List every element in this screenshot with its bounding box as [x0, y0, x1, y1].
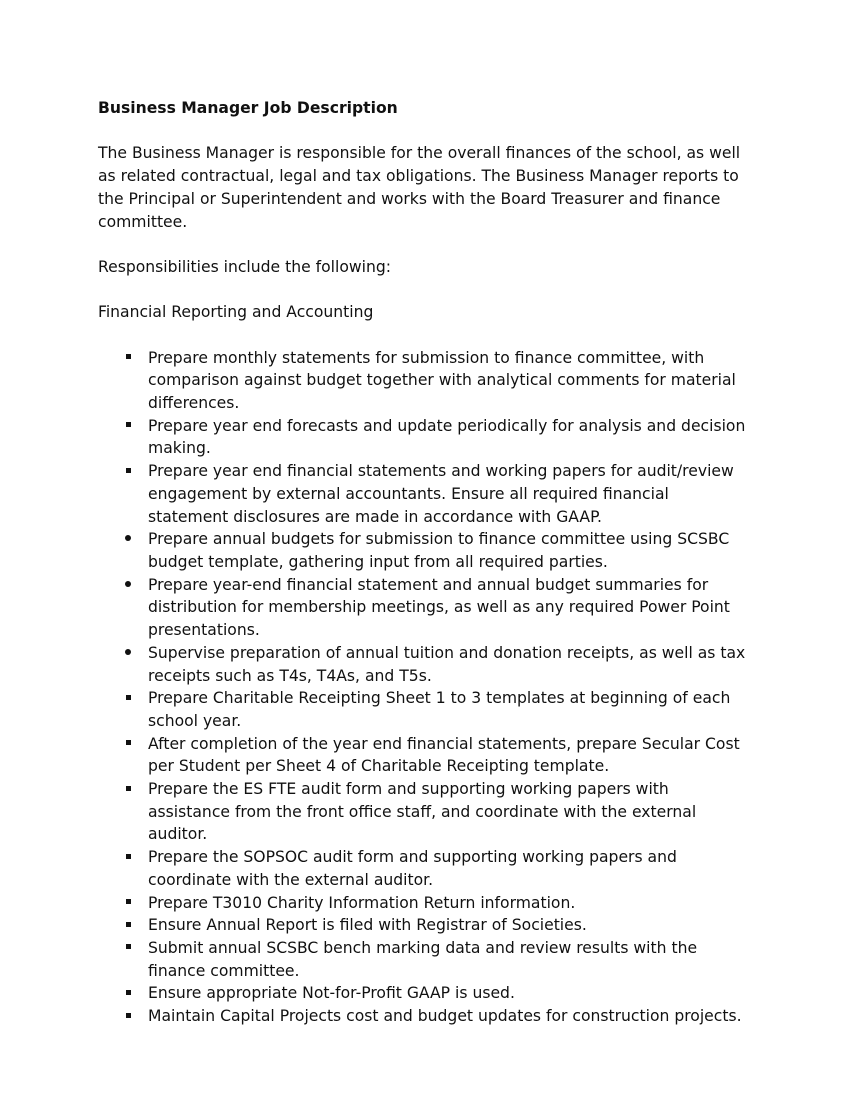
list-item	[98, 1005, 748, 1028]
bullet-icon	[123, 528, 133, 551]
bullet-icon	[123, 937, 133, 960]
bullet-icon	[123, 982, 133, 1005]
section-heading: Financial Reporting and Accounting	[98, 303, 374, 322]
bullet-icon	[123, 687, 133, 710]
list-item	[98, 778, 748, 846]
bullet-icon	[123, 574, 133, 597]
list-item	[98, 914, 748, 937]
list-item-text: Submit annual SCSBC bench marking data and review results with the finance committee.	[148, 938, 698, 980]
bullet-icon	[123, 1005, 133, 1028]
list-item	[98, 528, 748, 573]
document-page	[98, 97, 748, 1028]
list-item-text: Prepare the SOPSOC audit form and supporting working papers and coordinate with the external auditor.	[148, 848, 677, 889]
list-item	[98, 642, 748, 687]
bullet-icon	[123, 642, 133, 665]
list-item-text: Prepare annual budgets for submission to finance committee using SCSBC budget template, gathering input from all required parties.	[148, 530, 730, 571]
list-item-text: Prepare year-end financial statement and annual budget summaries for distribution for membership meetings, as well as any required Power Point presentations.	[148, 575, 730, 640]
list-item	[98, 460, 748, 528]
list-item-text: Ensure Annual Report is filed with Registrar of Societies.	[148, 916, 587, 935]
list-item-text: Prepare monthly statements for submission to finance committee, with comparison against budget together with analytical comments for material differences.	[148, 348, 736, 413]
bullet-icon	[123, 846, 133, 869]
list-item-text: Prepare year end forecasts and update periodically for analysis and decision making.	[148, 416, 746, 458]
list-item-text: Maintain Capital Projects cost and budget updates for construction projects.	[148, 1007, 742, 1026]
list-item-text: Prepare T3010 Charity Information Return information.	[148, 893, 576, 912]
list-item	[98, 574, 748, 642]
list-item-text: Prepare year end financial statements and working papers for audit/review engagement by external accountants. Ensure all required financial statement disclosures are made in accordance with GAAP.	[148, 462, 734, 526]
bullet-icon	[123, 914, 133, 937]
bullet-icon	[123, 460, 133, 483]
bullet-icon	[123, 892, 133, 915]
bullet-icon	[123, 733, 133, 756]
list-item	[98, 347, 748, 415]
list-item-text: After completion of the year end financial statements, prepare Secular Cost per Student per Sheet 4 of Charitable Receipting template.	[148, 734, 740, 776]
bullet-icon	[123, 778, 133, 801]
list-item	[98, 846, 748, 891]
list-item	[98, 892, 748, 915]
list-item-text: Prepare the ES FTE audit form and supporting working papers with assistance from the front office staff, and coordinate with the external auditor.	[148, 780, 697, 844]
intro-paragraph: The Business Manager is responsible for the overall finances of the school, as well as related contractual, legal and tax obligations. The Business Manager reports to the Principal or Superintendent and works with the Board Treasurer and finance committee.	[98, 144, 741, 231]
bullet-icon	[123, 347, 133, 370]
list-item	[98, 937, 748, 982]
document-title: Business Manager Job Description	[98, 99, 398, 117]
list-item-text: Prepare Charitable Receipting Sheet 1 to 3 templates at beginning of each school year.	[148, 689, 731, 730]
list-item-text: Supervise preparation of annual tuition and donation receipts, as well as tax receipts such as T4s, T4As, and T5s.	[148, 643, 746, 685]
list-item	[98, 982, 748, 1005]
list-item	[98, 415, 748, 460]
responsibilities-heading: Responsibilities include the following:	[98, 257, 392, 276]
bullet-icon	[123, 415, 133, 438]
list-item-text: Ensure appropriate Not-for-Profit GAAP is used.	[148, 984, 515, 1003]
responsibilities-list	[98, 347, 748, 1028]
list-item	[98, 733, 748, 778]
list-item	[98, 687, 748, 732]
